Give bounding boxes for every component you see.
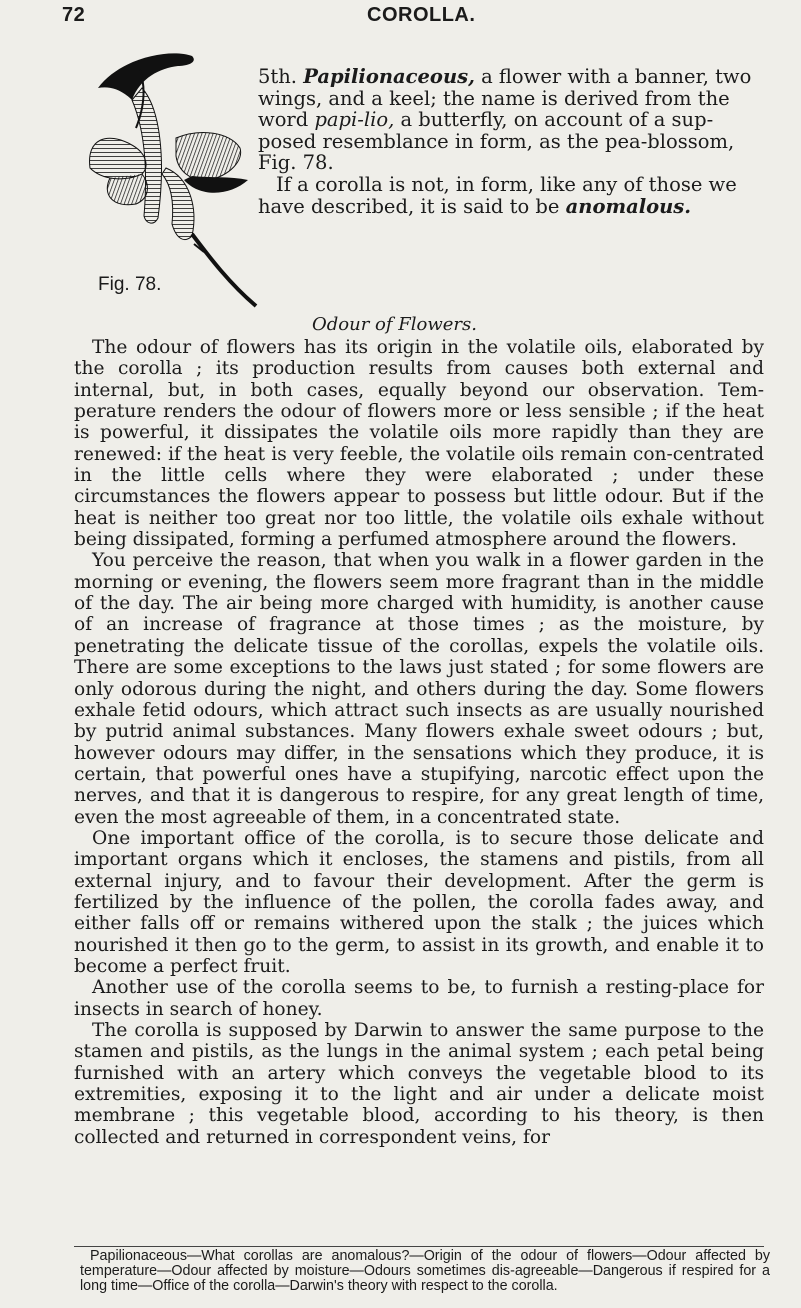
figure-label: Fig. 78.: [98, 274, 162, 295]
papilionaceous-definition: [258, 66, 768, 174]
definition-text: a butterfly, on account of a sup-posed resemblance in form, as the pea-blossom, Fig. 78.: [258, 108, 735, 175]
term-papilionaceous: Papilionaceous,: [303, 65, 475, 88]
paragraph: The corolla is supposed by Darwin to answer the same purpose to the stamen and pistils, as the lungs in the animal system ; each petal being furnished with an artery which conveys the vegetable blood to its extremities, exposing it to the light and air under a delicate moist membrane ; this vegetable blood, according to his theory, is then collected and returned in correspondent veins, for: [74, 1020, 764, 1148]
paragraph: Another use of the corolla seems to be, to furnish a resting-place for insects in search of honey.: [74, 977, 764, 1020]
running-head: COROLLA.: [367, 4, 476, 26]
body-text: [74, 337, 764, 1148]
page-header: [62, 4, 762, 30]
paragraph: You perceive the reason, that when you walk in a flower garden in the morning or evening, the flowers seem more fragrant than in the middle of the day. The air being more charged with humidity, is another cause of an increase of fragrance at those times ; as the moisture, by penetrating the delicate tissue of the corollas, expels the volatile oils. There are some exceptions to the laws just stated ; for some flowers are only odorous during the night, and others during the day. Some flowers exhale fetid odours, which attract such insects as are usually nourished by putrid animal substances. Many flowers exhale sweet odours ; but, however odours may differ, in the sensations which they produce, it is certain, that powerful ones have a stupifying, narcotic effect upon the nerves, and that it is dangerous to respire, for any great length of time, even the most agreeable of them, in a concentrated state.: [74, 550, 764, 828]
footnote-divider: [74, 1246, 764, 1247]
pea-blossom-icon: [80, 48, 270, 310]
paragraph: The odour of flowers has its origin in the volatile oils, elaborated by the corolla ; its production results from causes both external and internal, but, in both cases, equally beyond our observation. Tem-perature renders the odour of flowers more or less sensible ; if the heat is powerful, it dissipates the volatile oils more rapidly than they are renewed: if the heat is very feeble, the volatile oils remain con-centrated in the little cells where they were elaborated ; under these circumstances the flowers appear to possess but little odour. But if the heat is neither too great nor too little, the volatile oils exhale without being dissipated, forming a perfumed atmosphere around the flowers.: [74, 337, 764, 551]
paragraph: One important office of the corolla, is to secure those delicate and important organs which it encloses, the stamens and pistils, from all external injury, and to favour their development. After the germ is fertilized by the influence of the pollen, the corolla fades away, and either falls off or remains withered upon the stalk ; the juices which nourished it then go to the germ, to assist in its growth, and enable it to become a perfect fruit.: [74, 827, 764, 977]
definition-number: 5th.: [258, 65, 304, 88]
term-papilio: papi-lio,: [314, 108, 395, 132]
section-heading: Odour of Flowers.: [312, 314, 477, 335]
definition-text: If a corolla is not, in form, like any of those we have described, it is said to be: [258, 172, 737, 218]
page-number: 72: [62, 4, 86, 26]
term-anomalous: anomalous.: [565, 194, 692, 218]
definition-text: a flower with a banner, two wings, and a keel; the name is derived from the word: [258, 65, 752, 132]
intro-definitions: [258, 66, 768, 217]
anomalous-definition: [258, 174, 768, 217]
chapter-summary-questions: Papilionaceous—What corollas are anomalous?—Origin of the odour of flowers—Odour affected by temperature—Odour affected by moisture—Odours sometimes dis-agreeable—Dangerous if respired for a long time—Office of the corolla—Darwin's theory with respect to the corolla.: [80, 1248, 770, 1295]
